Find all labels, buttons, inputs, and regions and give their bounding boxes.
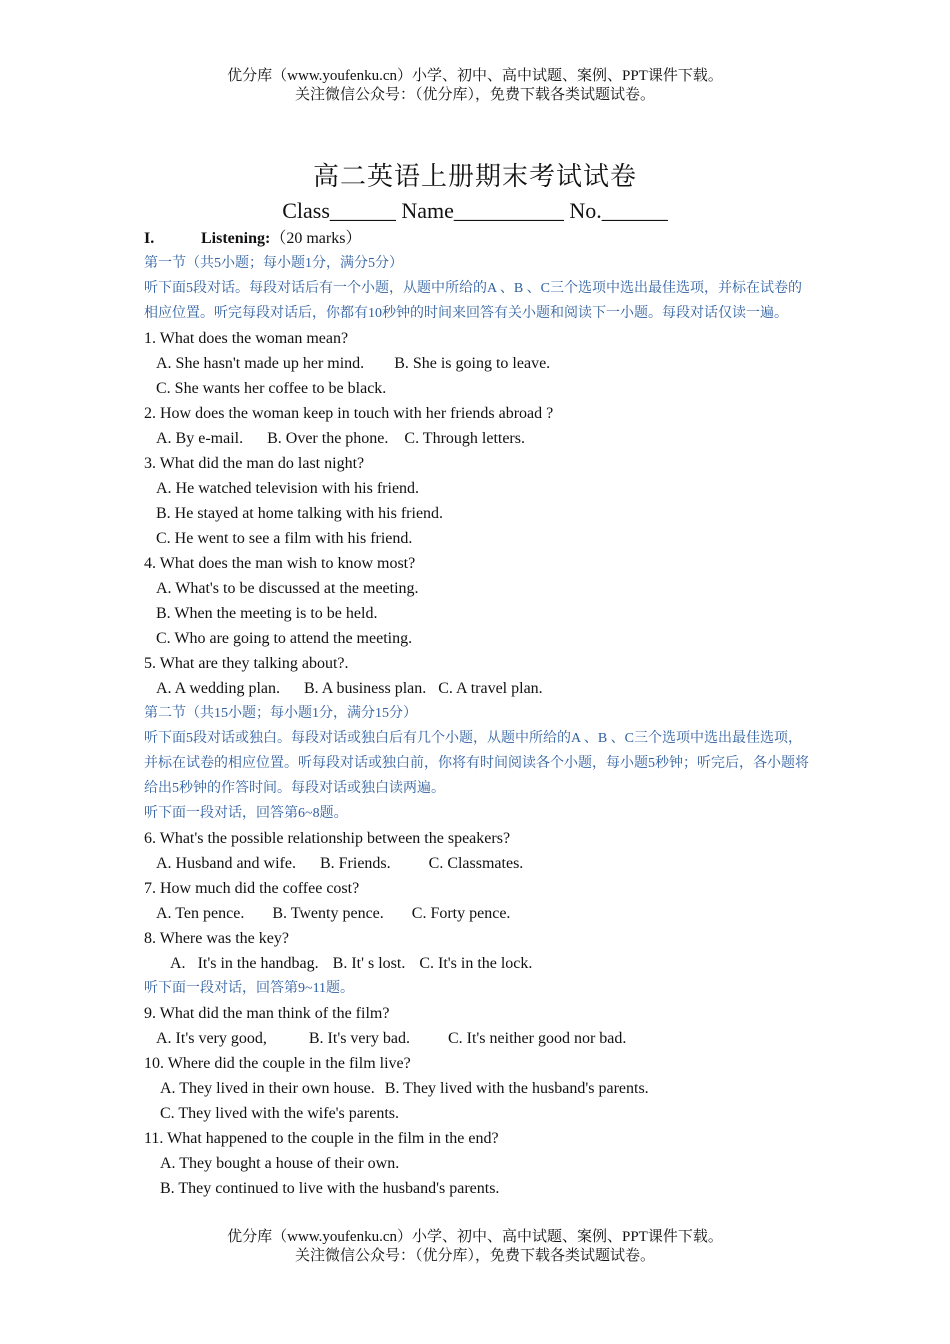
q6-options — [144, 851, 814, 876]
q4-option-b: B. When the meeting is to be held. — [156, 605, 378, 622]
q5-option-b: B. A business plan. — [304, 680, 427, 697]
q11-option-a: A. They bought a house of their own. — [160, 1155, 400, 1172]
section-label: Listening: — [201, 230, 271, 247]
q8-option-a-label: A. — [170, 955, 186, 972]
part2-instructions: 听下面5段对话或独白。每段对话或独白后有几个小题，从题中所给的A 、B 、C三个选项中选出最佳选项，并标在试卷的相应位置。听每段对话或独白前，你将有时间阅读各个小题，每小题5秒钟；听完后，各小题将给出5秒钟的作答时间。每段对话或独白读两遍。 — [144, 731, 809, 796]
q8-options — [144, 951, 814, 976]
q2-option-a: A. By e-mail. — [156, 430, 244, 447]
q3-option-c: C. He went to see a film with his friend. — [156, 530, 413, 547]
question-1: 1. What does the woman mean? — [144, 330, 349, 347]
question-11: 11. What happened to the couple in the film in the end? — [144, 1130, 499, 1147]
q7-option-b: B. Twenty pence. — [272, 905, 384, 922]
part2-sub-instruction-1: 听下面一段对话，回答第6~8题。 — [144, 806, 348, 821]
question-3: 3. What did the man do last night? — [144, 455, 365, 472]
part1-instructions: 听下面5段对话。每段对话后有一个小题，从题中所给的A 、B 、C三个选项中选出最佳选项，并标在试卷的相应位置。听完每段对话后，你都有10秒钟的时间来回答有关小题和阅读下一小题。每段对话仅读一遍。 — [144, 281, 803, 321]
part2-sub-instruction-2: 听下面一段对话，回答第9~11题。 — [144, 981, 355, 996]
q9-option-c: C. It's neither good nor bad. — [447, 1030, 627, 1047]
q3-option-b: B. He stayed at home talking with his friend. — [156, 505, 444, 522]
q9-option-a: A. It's very good, — [156, 1030, 267, 1047]
question-7: 7. How much did the coffee cost? — [144, 880, 360, 897]
question-8: 8. Where was the key? — [144, 930, 289, 947]
question-4: 4. What does the man wish to know most? — [144, 555, 416, 572]
q7-option-c: C. Forty pence. — [411, 905, 511, 922]
q8-option-a: It's in the handbag. — [197, 955, 319, 972]
q6-option-c: C. Classmates. — [428, 855, 524, 872]
q6-option-b: B. Friends. — [319, 855, 391, 872]
q8-option-b: B. It' s lost. — [332, 955, 406, 972]
exam-content — [144, 226, 814, 1201]
q8-option-c: C. It's in the lock. — [419, 955, 533, 972]
q5-option-a: A. A wedding plan. — [156, 680, 280, 697]
q1-option-c: C. She wants her coffee to be black. — [156, 380, 387, 397]
question-2: 2. How does the woman keep in touch with her friends abroad ? — [144, 405, 554, 422]
question-6: 6. What's the possible relationship between the speakers? — [144, 830, 511, 847]
q3-option-a: A. He watched television with his friend. — [156, 480, 420, 497]
q9-options — [144, 1026, 814, 1051]
page-title: 高二英语上册期末考试试卷 — [312, 162, 637, 191]
question-9: 9. What did the man think of the film? — [144, 1005, 390, 1022]
q5-options — [144, 676, 814, 701]
q4-option-a: A. What's to be discussed at the meeting. — [156, 580, 419, 597]
q2-option-c: C. Through letters. — [404, 430, 525, 447]
page-footer — [0, 1228, 950, 1266]
question-10: 10. Where did the couple in the film live? — [144, 1055, 411, 1072]
q1-option-b: B. She is going to leave. — [394, 355, 551, 372]
q7-option-a: A. Ten pence. — [156, 905, 245, 922]
section-heading-listening — [144, 226, 814, 251]
q11-option-b: B. They continued to live with the husband's parents. — [160, 1180, 500, 1197]
footer-line-1: 优分库（www.youfenku.cn）小学、初中、高中试题、案例、PPT课件下载。 — [227, 1229, 723, 1245]
q10-option-c: C. They lived with the wife's parents. — [160, 1105, 399, 1122]
q4-option-c: C. Who are going to attend the meeting. — [156, 630, 413, 647]
q10-option-b: B. They lived with the husband's parents. — [384, 1080, 649, 1097]
q6-option-a: A. Husband and wife. — [156, 855, 296, 872]
class-name-number-line: Class______ Name__________ No.______ — [282, 198, 668, 223]
part2-heading: 第二节（共15小题；每小题1分，满分15分） — [144, 706, 417, 721]
q5-option-c: C. A travel plan. — [438, 680, 543, 697]
section-number: I. — [144, 230, 155, 247]
header-line-1: 优分库（www.youfenku.cn）小学、初中、高中试题、案例、PPT课件下载。 — [227, 68, 723, 84]
section-marks: （20 marks） — [270, 230, 362, 247]
q10-option-a: A. They lived in their own house. — [160, 1080, 375, 1097]
page-header — [0, 67, 950, 105]
q7-options — [144, 901, 814, 926]
q10-options-ab — [144, 1076, 814, 1101]
header-line-2: 关注微信公众号：（优分库），免费下载各类试题试卷。 — [294, 87, 655, 103]
q1-options-ab — [144, 351, 814, 376]
q1-option-a: A. She hasn't made up her mind. — [156, 355, 365, 372]
q9-option-b: B. It's very bad. — [308, 1030, 410, 1047]
footer-line-2: 关注微信公众号：（优分库），免费下载各类试题试卷。 — [294, 1248, 655, 1264]
part1-heading: 第一节（共5小题；每小题1分，满分5分） — [144, 256, 403, 271]
q2-option-b: B. Over the phone. — [267, 430, 389, 447]
question-5: 5. What are they talking about?. — [144, 655, 349, 672]
q2-options — [144, 426, 814, 451]
